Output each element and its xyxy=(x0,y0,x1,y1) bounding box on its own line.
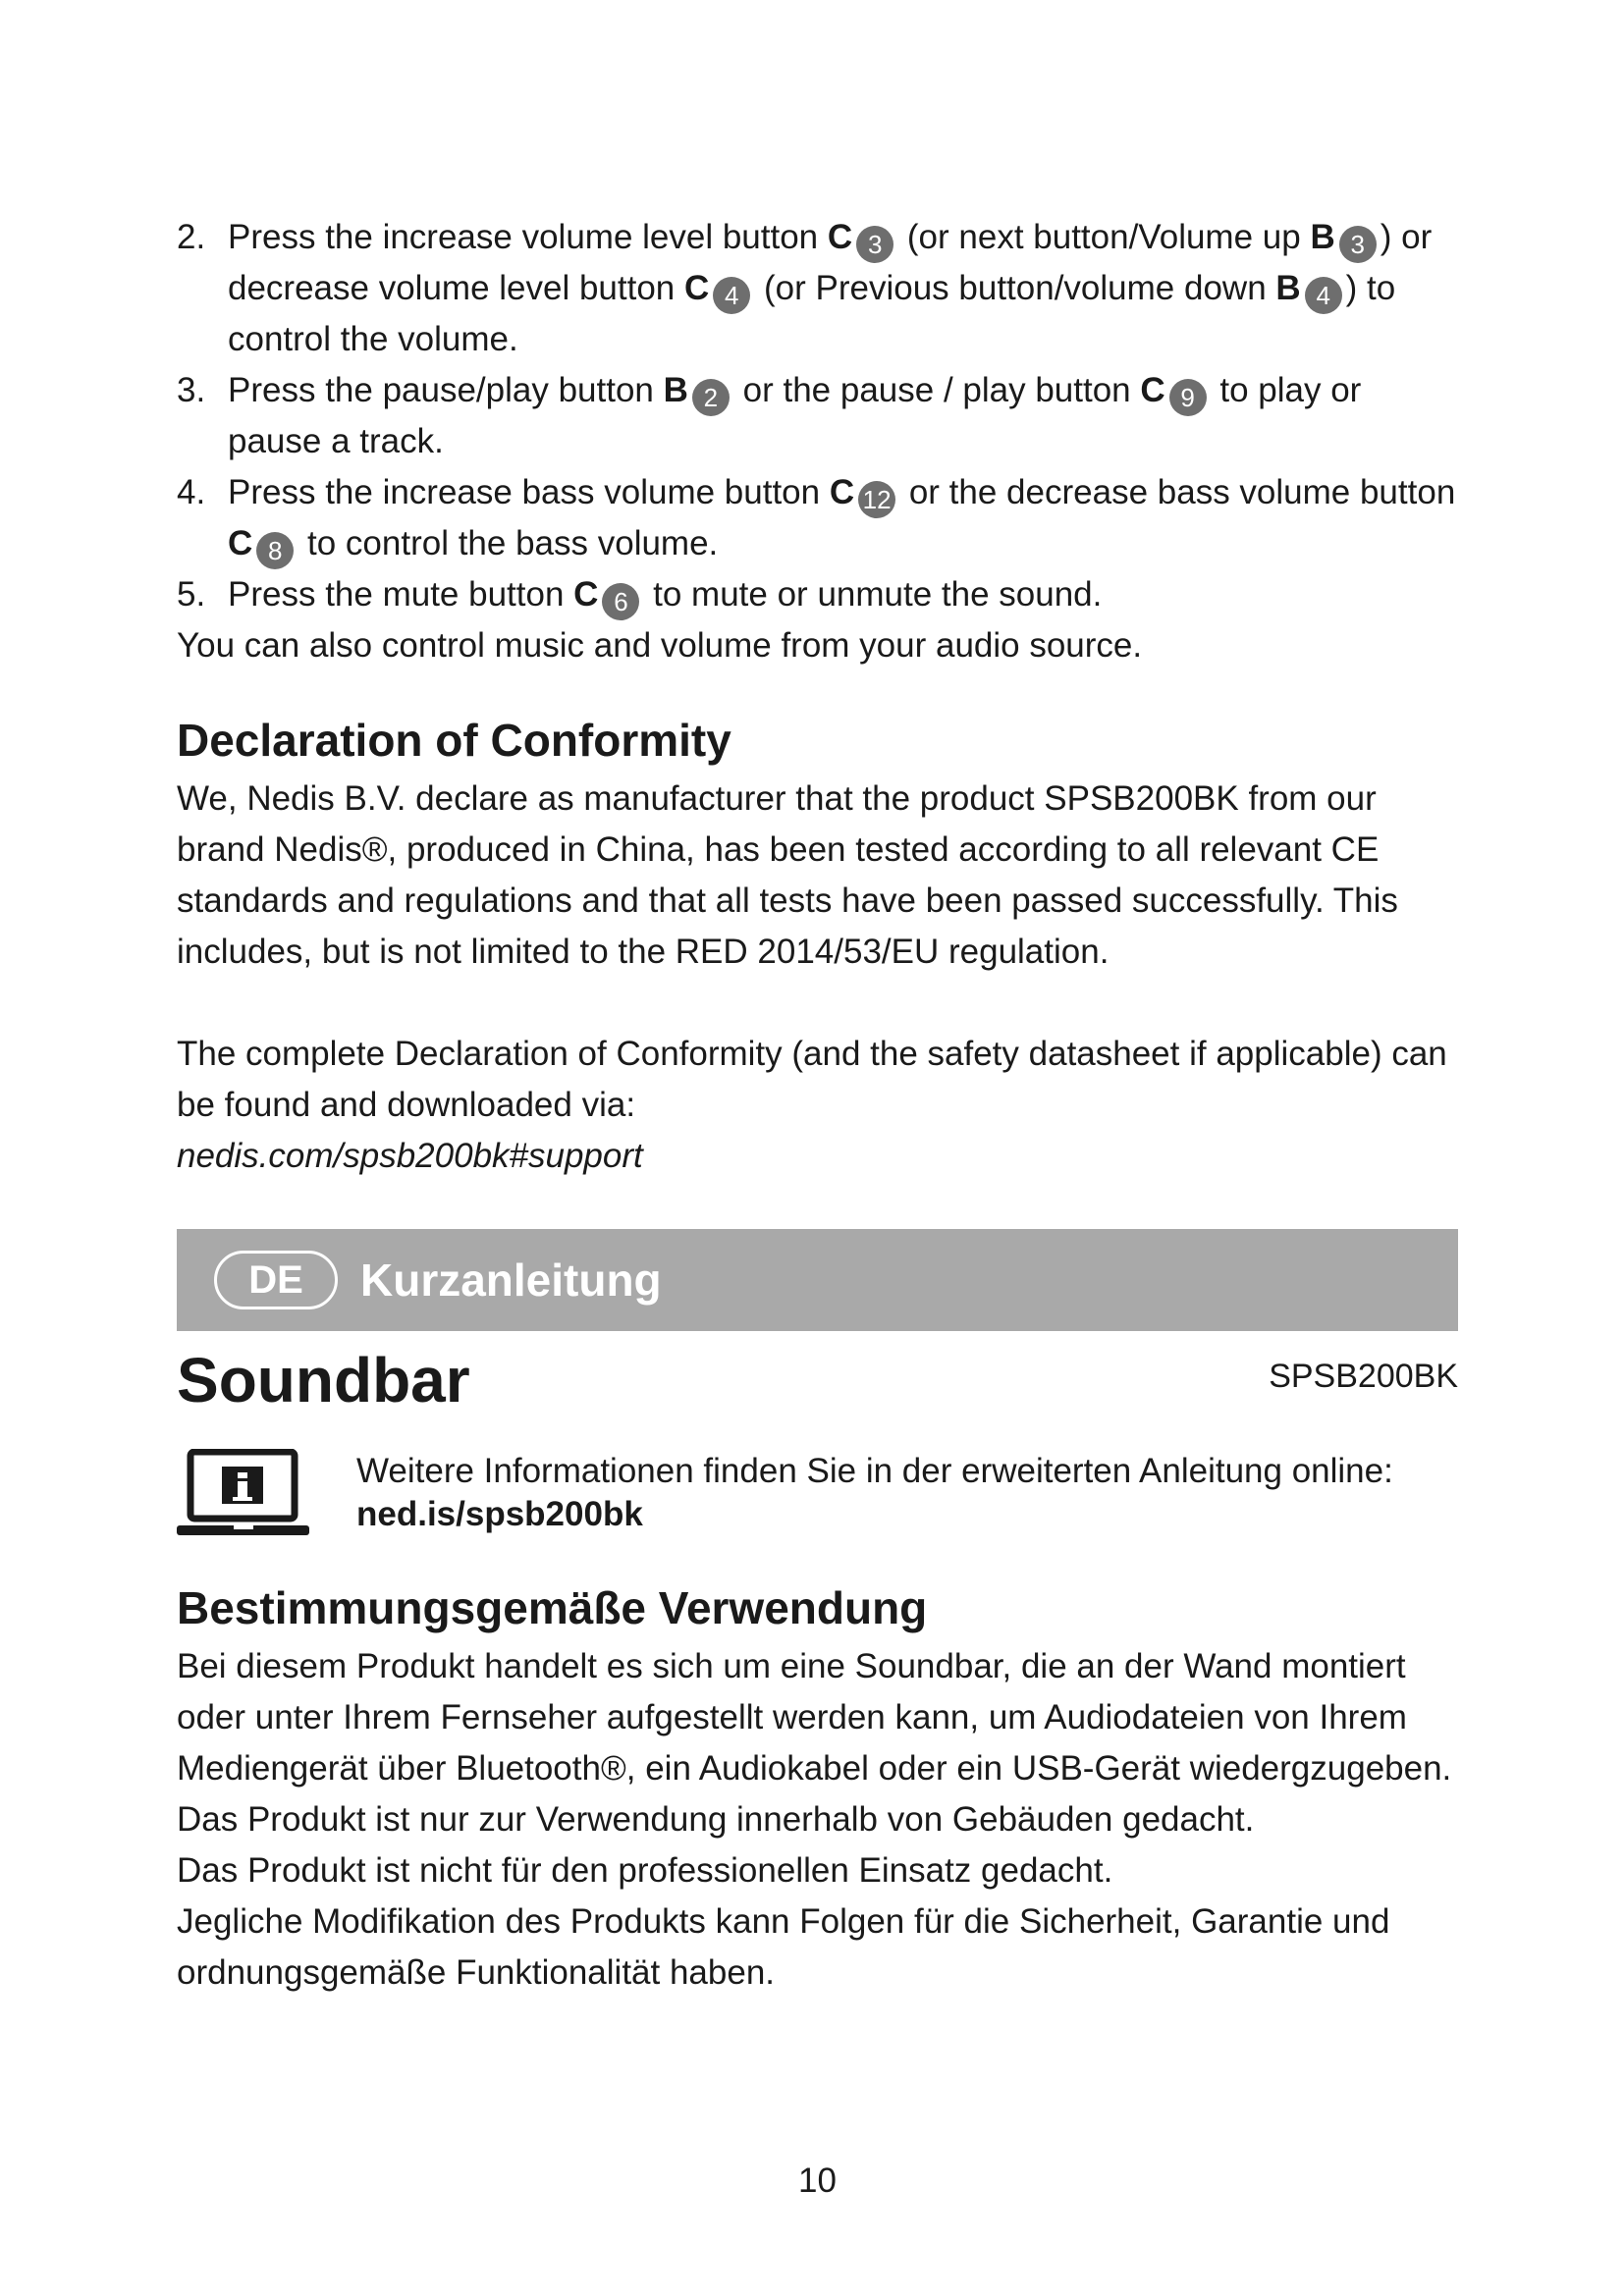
manual-link[interactable]: ned.is/spsb200bk xyxy=(356,1495,643,1533)
more-info-block xyxy=(356,1450,1393,1536)
step-text: Press the pause/play button xyxy=(228,371,664,409)
step-text: ) or decrease volume level button xyxy=(228,218,1433,307)
button-number-badge: 3 xyxy=(1339,226,1377,263)
button-number-badge: 4 xyxy=(713,277,750,314)
step-2 xyxy=(177,212,1458,365)
step-text: to play or pause a track. xyxy=(228,371,1362,460)
section-banner xyxy=(177,1229,1458,1331)
step-text: Press the increase volume level button xyxy=(228,218,828,256)
button-label: B xyxy=(1275,269,1301,307)
button-number-badge: 6 xyxy=(602,583,639,620)
step-text: Press the mute button xyxy=(228,575,574,614)
step-text: Press the increase bass volume button xyxy=(228,473,830,511)
step-4 xyxy=(177,467,1458,569)
audio-source-note: You can also control music and volume from your audio source. xyxy=(177,626,1143,665)
button-label: C xyxy=(228,524,253,562)
intended-use-line: Das Produkt ist nur zur Verwendung innerhalb von Gebäuden gedacht. xyxy=(177,1800,1255,1839)
button-label: C xyxy=(827,218,853,256)
laptop-info-icon xyxy=(177,1449,309,1537)
button-label: B xyxy=(1310,218,1335,256)
instruction-steps xyxy=(177,212,1458,620)
declaration-download-text: The complete Declaration of Conformity (and the safety datasheet if applicable) can be found and downloaded via: xyxy=(177,1035,1447,1124)
intended-use-line: Das Produkt ist nicht für den professionellen Einsatz gedacht. xyxy=(177,1851,1113,1890)
declaration-heading: Declaration of Conformity xyxy=(177,715,731,766)
intended-use-body xyxy=(177,1641,1458,1999)
step-text: to control the bass volume. xyxy=(298,524,719,562)
button-label: C xyxy=(1140,371,1165,409)
button-label: C xyxy=(829,473,855,511)
button-number-badge: 3 xyxy=(856,226,893,263)
more-info-text: Weitere Informationen finden Sie in der erweiterten Anleitung online: xyxy=(356,1452,1393,1490)
step-text: or the pause / play button xyxy=(732,371,1141,409)
step-3 xyxy=(177,365,1458,467)
language-badge: DE xyxy=(214,1251,338,1309)
button-label: B xyxy=(663,371,688,409)
step-text: ) to control the volume. xyxy=(228,269,1396,358)
declaration-download-block xyxy=(177,1029,1458,1182)
step-text: (or Previous button/volume down xyxy=(754,269,1276,307)
declaration-paragraph: We, Nedis B.V. declare as manufacturer that the product SPSB200BK from our brand Nedis®, produced in China, has been tested according to all relevant CE standards and regulations and that all tests have been passed successfully. This includes, but is not limited to the RED 2014/53/EU regulation. xyxy=(177,779,1398,971)
step-text: (or next button/Volume up xyxy=(897,218,1311,256)
button-number-badge: 2 xyxy=(692,379,730,416)
step-text: or the decrease bass volume button xyxy=(899,473,1456,511)
intended-use-line: Jegliche Modifikation des Produkts kann Folgen für die Sicherheit, Garantie und ordnungsgemäße Funktionalität haben. xyxy=(177,1902,1390,1992)
step-number: 4. xyxy=(177,473,206,511)
step-text: to mute or unmute the sound. xyxy=(643,575,1103,614)
button-number-badge: 8 xyxy=(256,532,294,569)
button-number-badge: 12 xyxy=(858,481,895,518)
step-number: 2. xyxy=(177,218,206,256)
intended-use-line: Bei diesem Produkt handelt es sich um eine Soundbar, die an der Wand montiert oder unter Ihrem Fernseher aufgestellt werden kann, um Audiodateien von Ihrem Mediengerät über Bluetooth®, ein Audiokabel oder ein USB-Gerät wiedergzugeben. xyxy=(177,1647,1452,1788)
button-number-badge: 4 xyxy=(1305,277,1342,314)
button-number-badge: 9 xyxy=(1169,379,1207,416)
support-link[interactable]: nedis.com/spsb200bk#support xyxy=(177,1137,643,1175)
intended-use-heading: Bestimmungsgemäße Verwendung xyxy=(177,1582,928,1633)
step-number: 5. xyxy=(177,575,206,614)
step-5 xyxy=(177,569,1458,620)
button-label: C xyxy=(573,575,599,614)
step-number: 3. xyxy=(177,371,206,409)
page-number: 10 xyxy=(798,2162,837,2200)
product-title: Soundbar xyxy=(177,1345,470,1415)
product-code: SPSB200BK xyxy=(1269,1358,1458,1395)
banner-title: Kurzanleitung xyxy=(360,1255,662,1306)
button-label: C xyxy=(684,269,710,307)
